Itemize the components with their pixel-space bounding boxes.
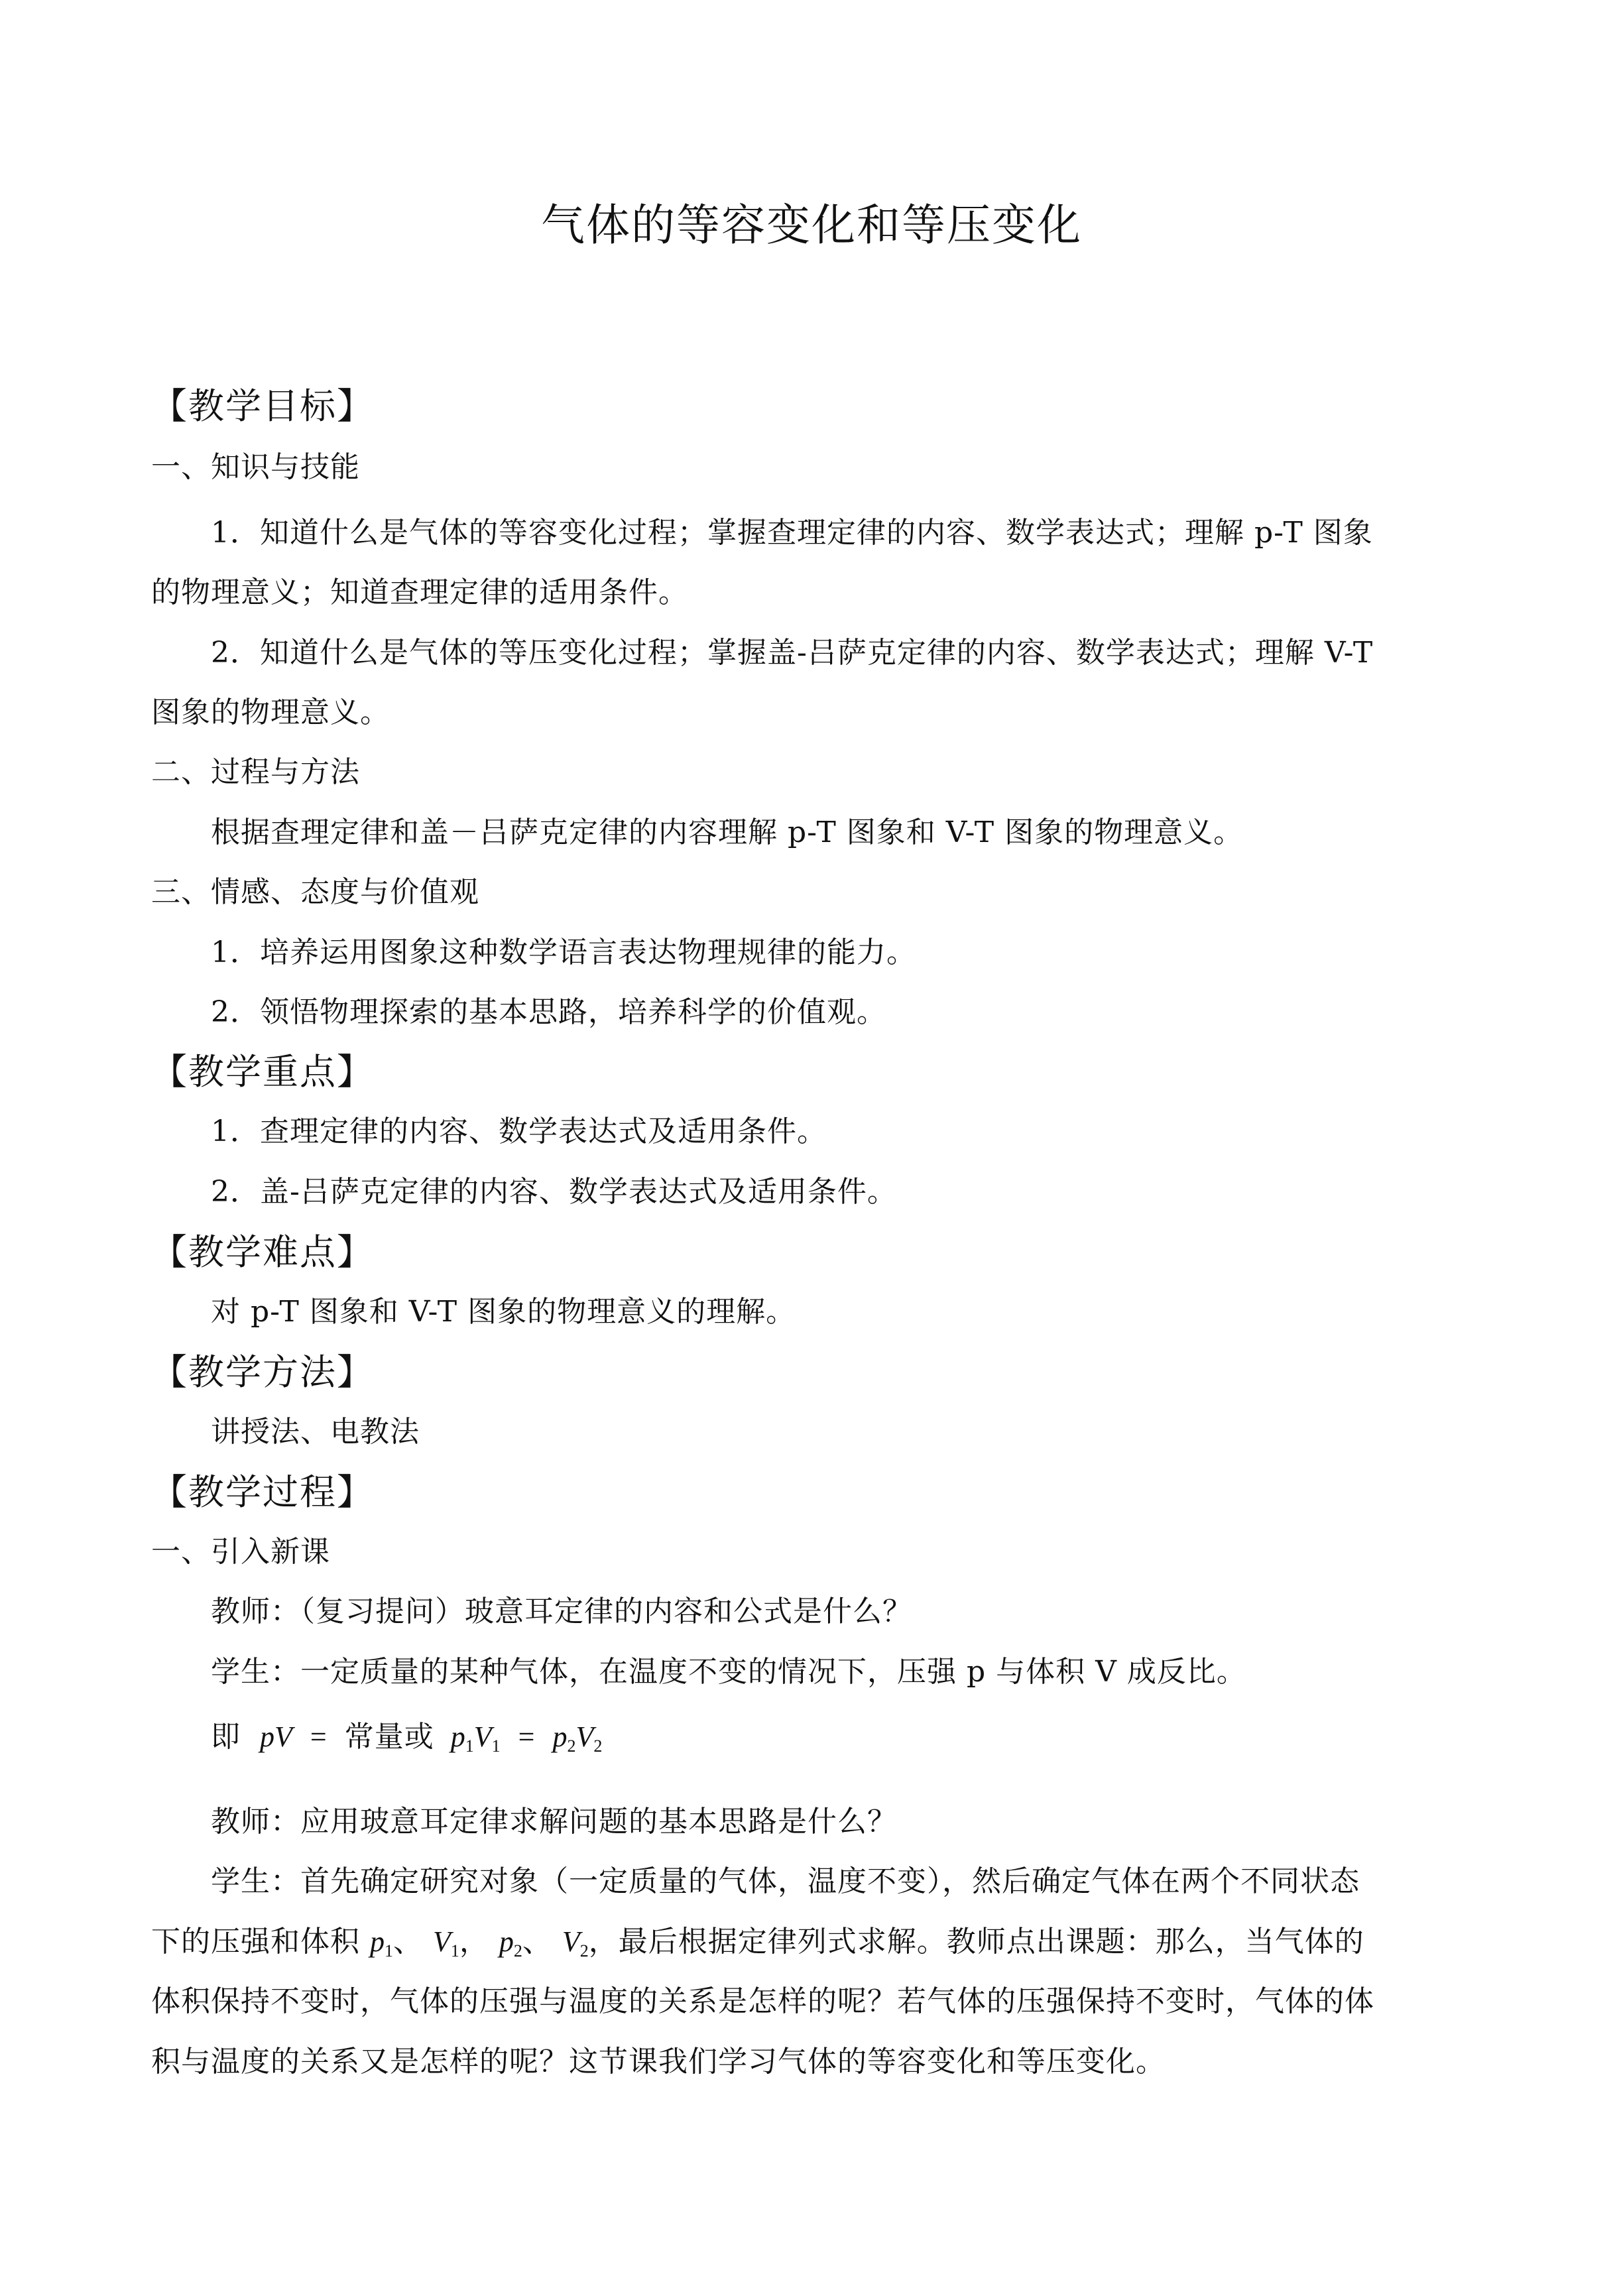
knowledge-skills-heading: 一、知识与技能	[151, 450, 360, 484]
student-answer-1: 学生：一定质量的某种气体，在温度不变的情况下，压强 p 与体积 V 成反比。	[211, 1655, 1246, 1689]
objective-item-1-line-1: 1．知道什么是气体的等容变化过程；掌握查理定律的内容、数学表达式；理解 p-T 图象	[211, 516, 1373, 550]
page-title: 气体的等容变化和等压变化	[541, 200, 1082, 251]
methods-text: 讲授法、电教法	[211, 1415, 420, 1449]
attitude-item-1: 1．培养运用图象这种数学语言表达物理规律的能力。	[211, 936, 916, 969]
process-heading: 【教学过程】	[151, 1471, 374, 1513]
objectives-heading: 【教学目标】	[151, 385, 374, 427]
volume-v2: $V_2$	[562, 1925, 589, 1961]
formula-p2: $p_2V_2$	[552, 1721, 603, 1756]
attitude-item-2: 2．领悟物理探索的基本思路，培养科学的价值观。	[211, 995, 886, 1029]
objective-item-2-line-1: 2．知道什么是气体的等压变化过程；掌握盖-吕萨克定律的内容、数学表达式；理解 V-T	[211, 636, 1374, 670]
student-answer-2-line-1: 学生：首先确定研究对象（一定质量的气体，温度不变），然后确定气体在两个不同状态	[211, 1864, 1360, 1898]
pressure-p2: $p_2$	[499, 1925, 522, 1961]
methods-heading: 【教学方法】	[151, 1351, 374, 1393]
volume-v1: $V_1$	[433, 1925, 459, 1961]
formula-equals-1: =	[310, 1721, 327, 1753]
teacher-question-1: 教师：（复习提问）玻意耳定律的内容和公式是什么？	[211, 1595, 912, 1628]
teacher-question-2: 教师：应用玻意耳定律求解问题的基本思路是什么？	[211, 1805, 897, 1839]
formula-equals-2: =	[518, 1721, 535, 1753]
boyle-law-formula	[211, 1717, 602, 1757]
process-method-heading: 二、过程与方法	[151, 755, 360, 789]
formula-constant: 常量或	[344, 1720, 434, 1754]
formula-prefix: 即	[211, 1720, 241, 1754]
attitude-values-heading: 三、情感、态度与价值观	[151, 875, 479, 909]
objective-item-1-line-2: 的物理意义；知道查理定律的适用条件。	[151, 575, 688, 609]
student-answer-2-line-2: 下的压强和体积 $p_1$、 $V_1$， $p_2$、 $V_2$，最后根据定律列式求解。教师点出课题：那么，当气体的	[151, 1925, 1364, 1961]
formula-p1: $p_1V_1$	[450, 1721, 501, 1756]
key-point-item-2: 2．盖-吕萨克定律的内容、数学表达式及适用条件。	[211, 1175, 897, 1209]
objective-item-2-line-2: 图象的物理意义。	[151, 695, 390, 729]
process-method-text: 根据查理定律和盖－吕萨克定律的内容理解 p-T 图象和 V-T 图象的物理意义。	[211, 816, 1244, 849]
student-answer-2-line-3: 体积保持不变时，气体的压强与温度的关系是怎样的呢？若气体的压强保持不变时，气体的体	[151, 1984, 1374, 2018]
pressure-p1: $p_1$	[370, 1925, 393, 1961]
student-answer-2-line-4: 积与温度的关系又是怎样的呢？这节课我们学习气体的等容变化和等压变化。	[151, 2045, 1166, 2079]
difficulties-heading: 【教学难点】	[151, 1231, 374, 1273]
key-point-item-1: 1．查理定律的内容、数学表达式及适用条件。	[211, 1115, 827, 1148]
formula-pv: pV	[260, 1721, 292, 1753]
difficulties-text: 对 p-T 图象和 V-T 图象的物理意义的理解。	[211, 1295, 796, 1329]
key-points-heading: 【教学重点】	[151, 1051, 374, 1093]
intro-heading: 一、引入新课	[151, 1535, 330, 1569]
